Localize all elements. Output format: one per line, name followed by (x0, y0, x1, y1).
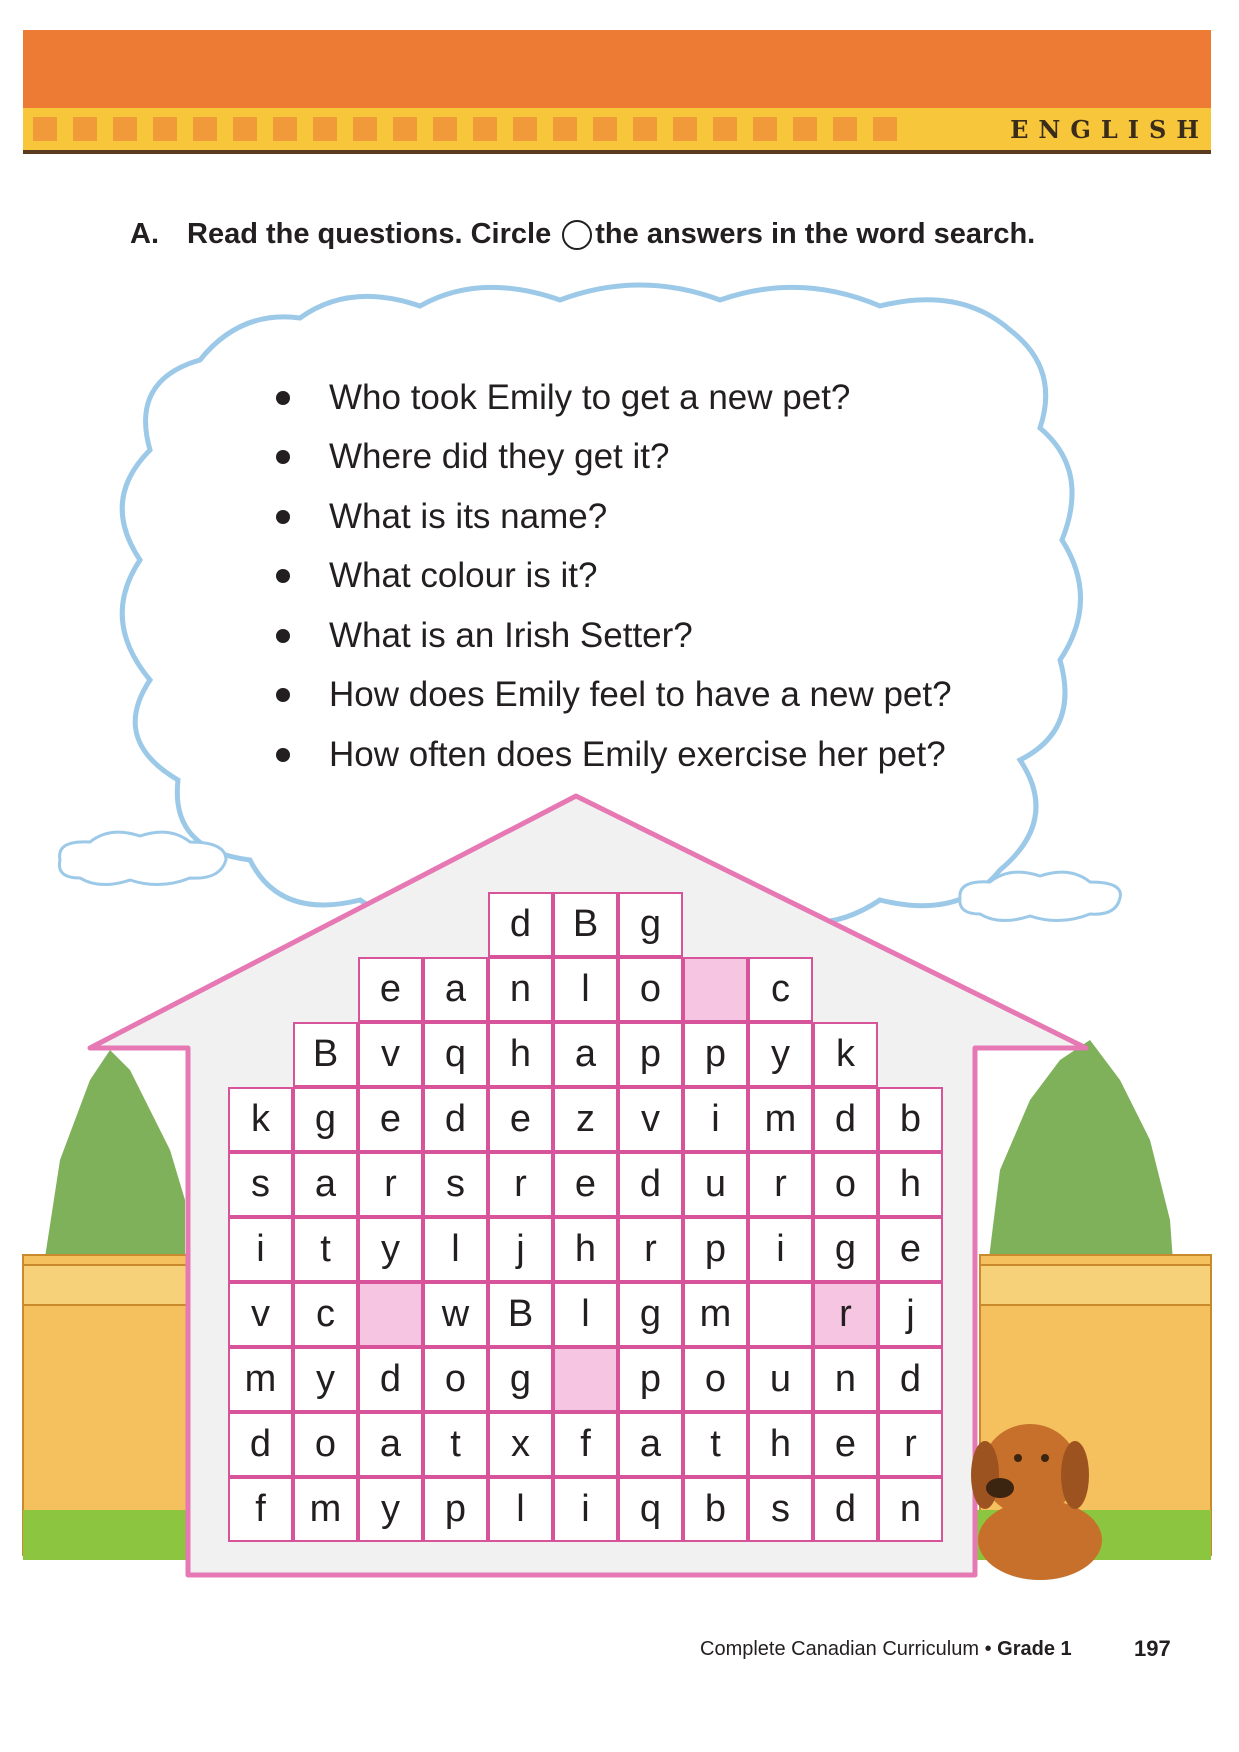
grid-cell[interactable]: y (358, 1217, 423, 1282)
grid-cell[interactable]: r (813, 1282, 878, 1347)
subject-letter: N (1038, 114, 1061, 144)
question-item (270, 725, 952, 785)
grid-cell[interactable]: l (553, 1282, 618, 1347)
bullet-icon (276, 629, 290, 643)
question-text: How does Emily feel to have a new pet? (329, 675, 952, 715)
grid-cell[interactable]: n (878, 1477, 943, 1542)
grid-cell[interactable]: n (813, 1347, 878, 1412)
grid-cell[interactable] (553, 1347, 618, 1412)
grid-cell[interactable]: a (553, 1022, 618, 1087)
grid-cell[interactable]: d (618, 1152, 683, 1217)
grid-cell[interactable]: d (423, 1087, 488, 1152)
grid-cell[interactable] (358, 1282, 423, 1347)
grid-cell[interactable]: w (423, 1282, 488, 1347)
question-text: Where did they get it? (329, 437, 670, 477)
grid-cell[interactable]: e (358, 1087, 423, 1152)
grid-cell[interactable]: e (488, 1087, 553, 1152)
grid-cell[interactable]: i (683, 1087, 748, 1152)
subject-letter: H (1176, 114, 1199, 144)
grid-cell[interactable]: d (813, 1087, 878, 1152)
grid-cell[interactable]: j (488, 1217, 553, 1282)
grid-cell[interactable]: r (358, 1152, 423, 1217)
question-item (270, 368, 952, 428)
grid-cell[interactable]: B (488, 1282, 553, 1347)
grid-cell[interactable]: m (293, 1477, 358, 1542)
question-item (270, 666, 952, 726)
grid-cell[interactable]: i (748, 1217, 813, 1282)
grid-cell[interactable]: h (878, 1152, 943, 1217)
grid-cell[interactable]: o (423, 1347, 488, 1412)
section-label: A. (130, 218, 159, 250)
grid-cell[interactable]: r (618, 1217, 683, 1282)
grid-cell[interactable]: k (813, 1022, 878, 1087)
grid-cell[interactable]: f (553, 1412, 618, 1477)
grid-cell[interactable] (683, 957, 748, 1022)
grid-cell[interactable]: u (748, 1347, 813, 1412)
grid-cell[interactable]: v (618, 1087, 683, 1152)
question-text: What colour is it? (329, 556, 598, 596)
grid-cell[interactable]: p (683, 1217, 748, 1282)
grid-cell[interactable]: d (228, 1412, 293, 1477)
instruction-text-end: the answers in the word search. (595, 218, 1036, 250)
grid-cell[interactable]: s (228, 1152, 293, 1217)
dog-illustration (971, 1424, 1102, 1580)
grid-cell[interactable]: B (293, 1022, 358, 1087)
grid-cell[interactable]: p (618, 1347, 683, 1412)
question-text: What is its name? (329, 496, 608, 536)
grid-cell[interactable]: f (228, 1477, 293, 1542)
grid-cell[interactable]: g (488, 1347, 553, 1412)
grid-cell[interactable]: p (618, 1022, 683, 1087)
grid-cell[interactable]: a (358, 1412, 423, 1477)
grid-cell[interactable]: r (748, 1152, 813, 1217)
grid-cell[interactable]: h (488, 1022, 553, 1087)
grid-cell[interactable]: g (618, 1282, 683, 1347)
grid-cell[interactable]: o (293, 1412, 358, 1477)
question-item (270, 547, 952, 607)
grid-cell[interactable]: s (748, 1477, 813, 1542)
grid-cell[interactable]: l (423, 1217, 488, 1282)
question-item (270, 428, 952, 488)
question-item (270, 487, 952, 547)
grid-cell[interactable]: h (748, 1412, 813, 1477)
question-text: What is an Irish Setter? (329, 615, 693, 655)
grid-cell[interactable]: l (553, 957, 618, 1022)
subject-letter: G (1070, 114, 1091, 144)
grid-cell[interactable]: t (293, 1217, 358, 1282)
bullet-icon (276, 450, 290, 464)
question-item (270, 606, 952, 666)
question-text: How often does Emily exercise her pet? (329, 734, 946, 774)
bullet-icon (276, 688, 290, 702)
grid-cell[interactable]: p (683, 1022, 748, 1087)
grid-cell[interactable]: l (488, 1477, 553, 1542)
grid-cell[interactable]: d (488, 892, 553, 957)
fence-left-rail (23, 1265, 188, 1305)
grid-cell[interactable]: r (878, 1412, 943, 1477)
grid-cell[interactable]: h (553, 1217, 618, 1282)
tree-right (985, 1040, 1175, 1290)
grid-cell[interactable]: e (358, 957, 423, 1022)
grid-cell[interactable]: m (748, 1087, 813, 1152)
grid-cell[interactable]: d (878, 1347, 943, 1412)
grid-cell[interactable]: m (683, 1282, 748, 1347)
grid-cell[interactable]: z (553, 1087, 618, 1152)
grid-cell[interactable]: y (358, 1477, 423, 1542)
grass-left (23, 1510, 193, 1560)
grid-cell[interactable]: q (618, 1477, 683, 1542)
grid-cell[interactable]: e (813, 1412, 878, 1477)
question-list (270, 368, 952, 785)
question-text: Who took Emily to get a new pet? (329, 377, 851, 417)
grid-cell[interactable]: r (488, 1152, 553, 1217)
grid-cell[interactable]: a (293, 1152, 358, 1217)
grid-cell[interactable]: j (878, 1282, 943, 1347)
grid-cell[interactable]: u (683, 1152, 748, 1217)
grid-cell[interactable]: m (228, 1347, 293, 1412)
grid-cell[interactable]: k (228, 1087, 293, 1152)
grid-cell[interactable]: x (488, 1412, 553, 1477)
bullet-icon (276, 510, 290, 524)
subject-letter: S (1148, 114, 1167, 144)
grid-cell[interactable]: t (423, 1412, 488, 1477)
grid-cell[interactable]: o (618, 957, 683, 1022)
grid-cell[interactable]: e (553, 1152, 618, 1217)
grid-cell[interactable]: g (813, 1217, 878, 1282)
grid-cell[interactable]: v (228, 1282, 293, 1347)
grid-cell[interactable]: q (423, 1022, 488, 1087)
grid-cell[interactable]: n (488, 957, 553, 1022)
bullet-icon (276, 748, 290, 762)
subject-letter: L (1100, 114, 1118, 144)
grid-cell[interactable]: t (683, 1412, 748, 1477)
footer-separator: • (984, 1638, 992, 1660)
subject-letter: I (1127, 114, 1139, 144)
grid-cell[interactable]: y (748, 1022, 813, 1087)
grid-cell[interactable] (748, 1282, 813, 1347)
grid-cell[interactable]: o (683, 1347, 748, 1412)
grade-label: Grade 1 (997, 1638, 1072, 1660)
grid-cell[interactable]: B (553, 892, 618, 957)
grid-cell[interactable]: a (423, 957, 488, 1022)
footer-book-title (700, 1638, 1072, 1661)
grid-cell[interactable]: g (618, 892, 683, 957)
grid-cell[interactable]: b (683, 1477, 748, 1542)
grid-cell[interactable]: i (553, 1477, 618, 1542)
grid-cell[interactable]: d (358, 1347, 423, 1412)
subject-letter: E (1010, 114, 1029, 144)
fence-right-rail (980, 1265, 1211, 1305)
grid-cell[interactable]: y (293, 1347, 358, 1412)
grid-cell[interactable]: e (878, 1217, 943, 1282)
bullet-icon (276, 569, 290, 583)
grid-cell[interactable]: d (813, 1477, 878, 1542)
grid-cell[interactable]: g (293, 1087, 358, 1152)
book-title: Complete Canadian Curriculum (700, 1638, 980, 1660)
page-number: 197 (1134, 1636, 1171, 1661)
grid-cell[interactable]: p (423, 1477, 488, 1542)
instruction-text: Read the questions. Circle (187, 218, 552, 250)
bullet-icon (276, 391, 290, 405)
grid-cell[interactable]: a (618, 1412, 683, 1477)
grid-cell[interactable]: s (423, 1152, 488, 1217)
grid-cell[interactable]: b (878, 1087, 943, 1152)
grid-cell[interactable]: c (748, 957, 813, 1022)
grid-cell[interactable]: i (228, 1217, 293, 1282)
grid-cell[interactable]: c (293, 1282, 358, 1347)
grid-cell[interactable]: v (358, 1022, 423, 1087)
grid-cell[interactable]: o (813, 1152, 878, 1217)
